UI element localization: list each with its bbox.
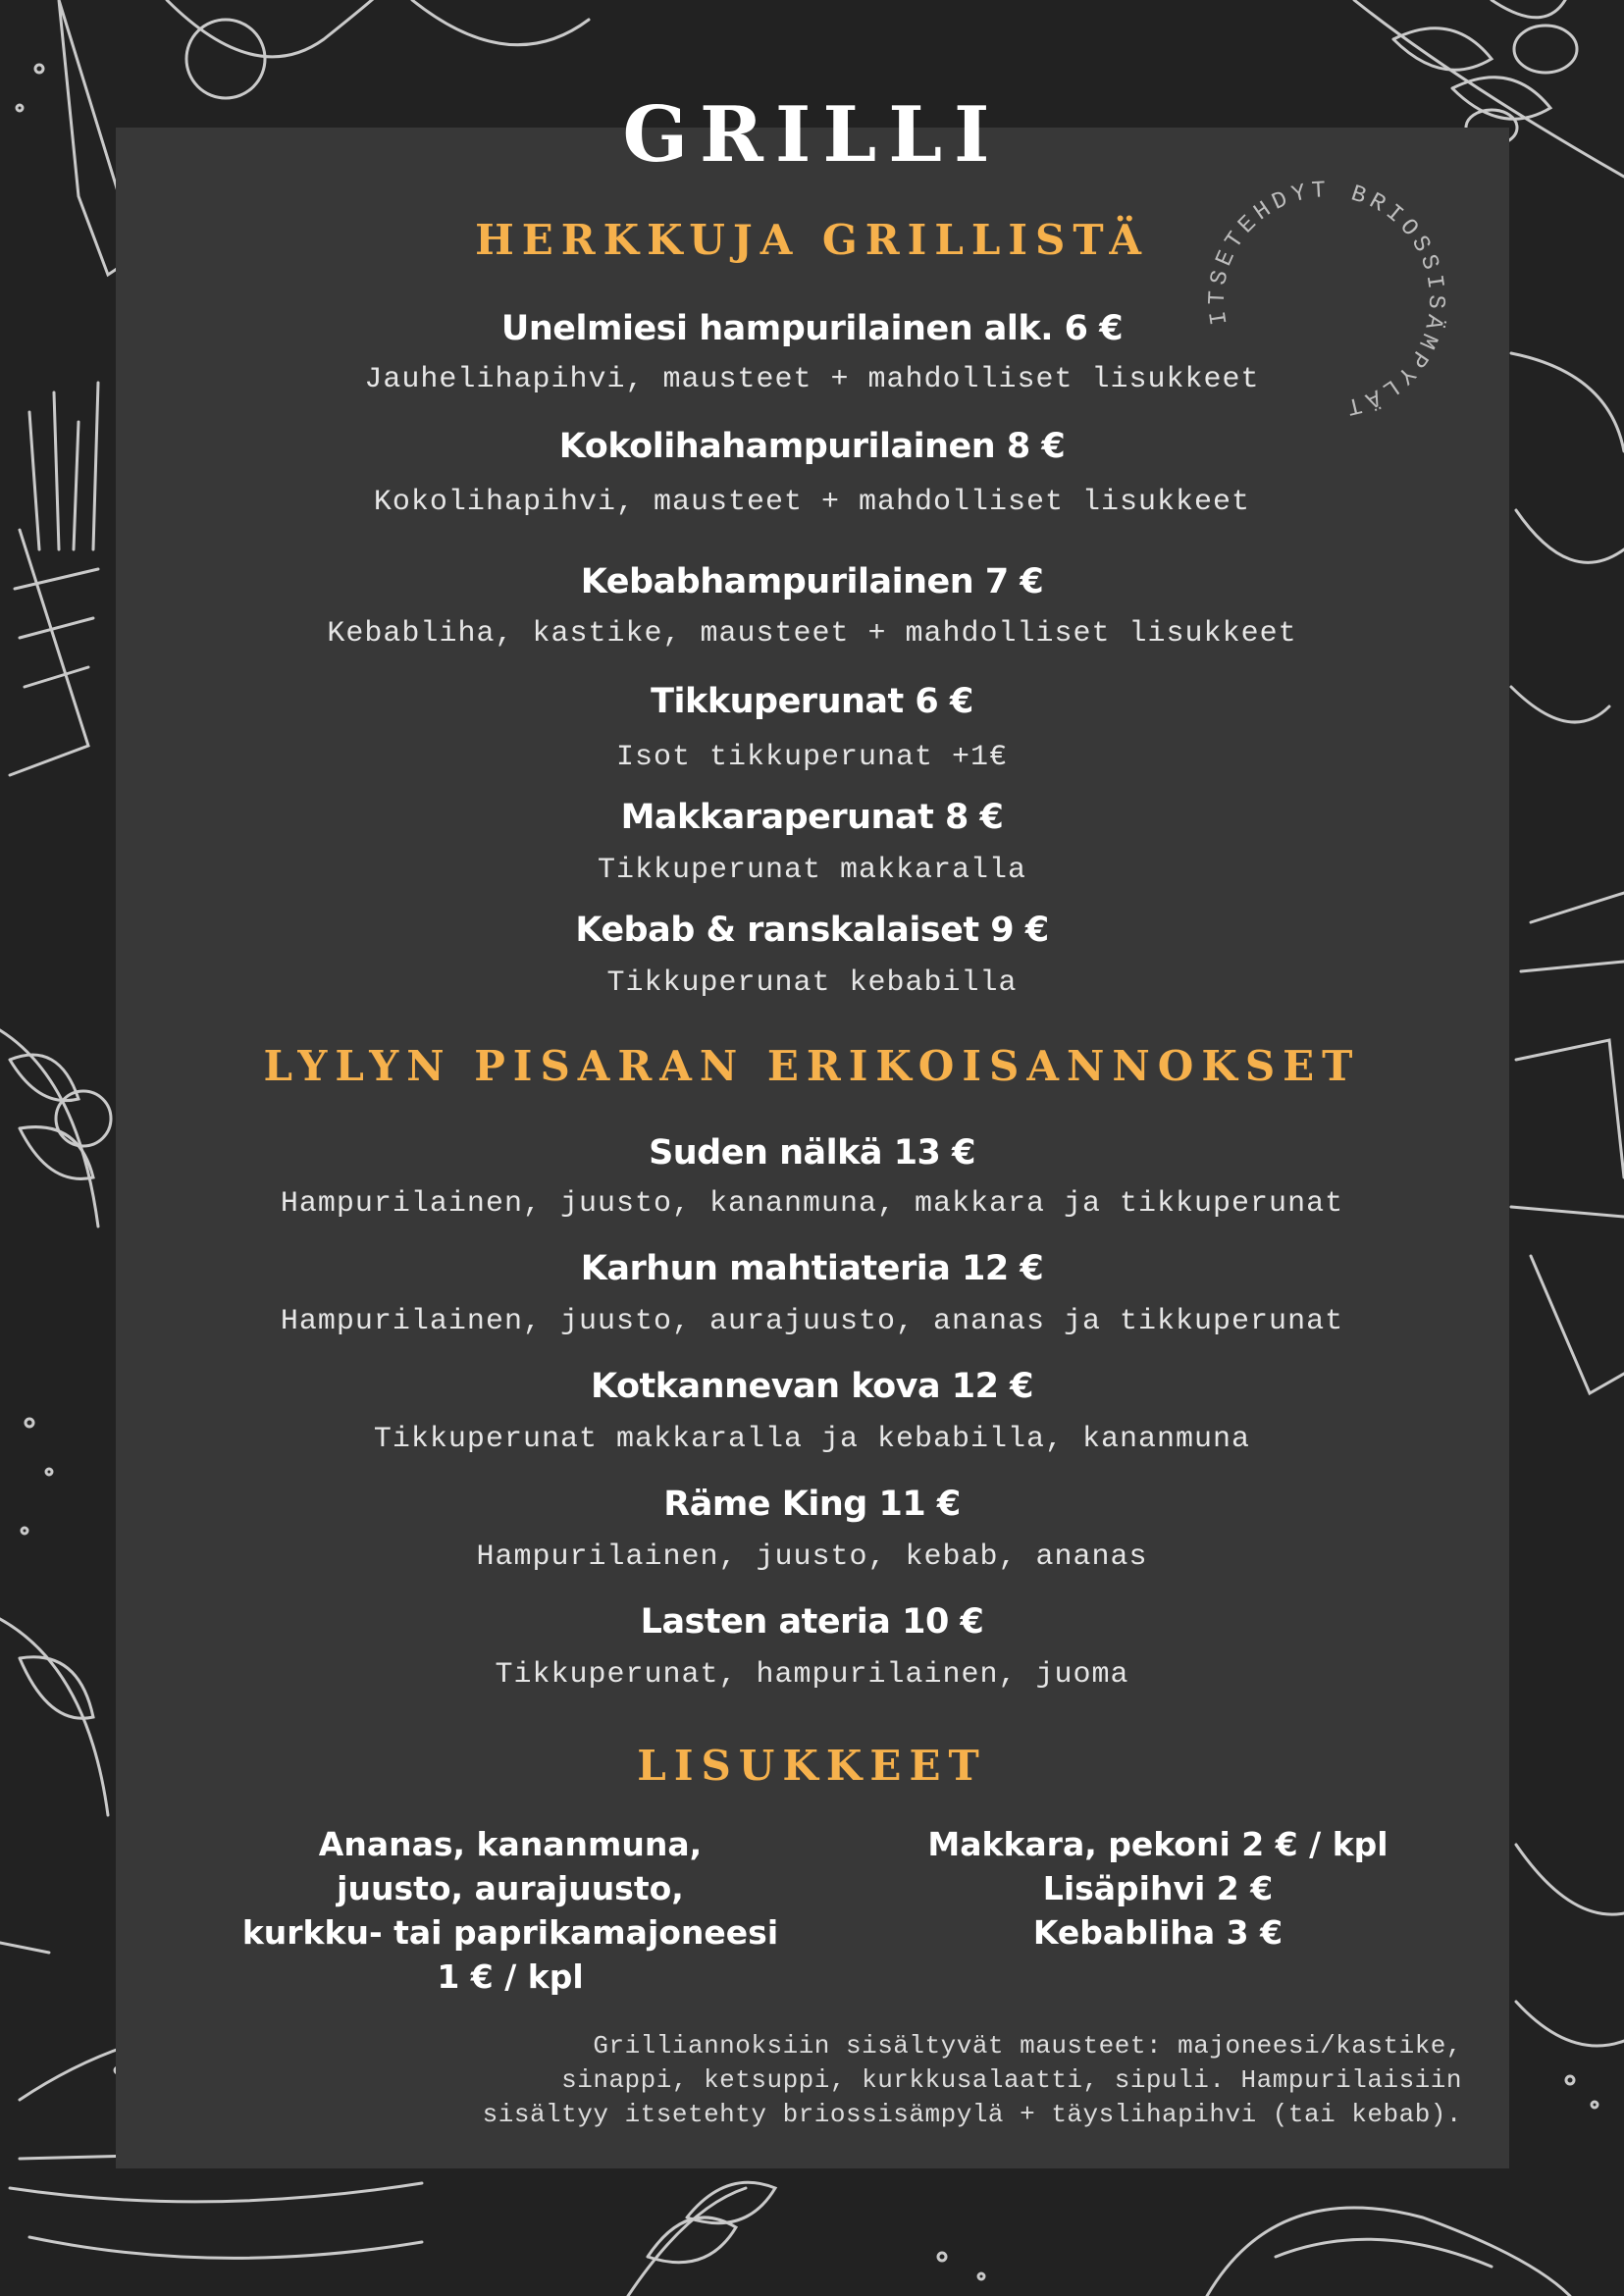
section-heading-specials: LYLYN PISARAN ERIKOISANNOKSET bbox=[263, 1042, 1361, 1090]
menu-item-name: Kokolihahampurilainen 8 € bbox=[558, 427, 1066, 466]
menu-item-desc: Tikkuperunat makkaralla bbox=[597, 854, 1027, 887]
menu-item-name: Unelmiesi hampurilainen alk. 6 € bbox=[500, 309, 1124, 348]
menu-item-desc: Jauhelihapihvi, mausteet + mahdolliset lisukkeet bbox=[364, 363, 1260, 396]
menu-title: GRILLI bbox=[622, 90, 1002, 180]
menu-item-desc: Tikkuperunat kebabilla bbox=[606, 966, 1018, 1000]
extras-left-column bbox=[196, 1822, 824, 1999]
extras-left-line: Ananas, kananmuna, bbox=[318, 1825, 703, 1863]
menu-item-name: Räme King 11 € bbox=[663, 1485, 961, 1524]
menu-item-desc: Tikkuperunat, hampurilainen, juoma bbox=[495, 1658, 1129, 1692]
menu-item-name: Kebabhampurilainen 7 € bbox=[580, 562, 1044, 601]
extras-right-line: Kebabliha 3 € bbox=[1032, 1913, 1283, 1952]
menu-item-desc: Kebabliha, kastike, mausteet + mahdolliset lisukkeet bbox=[327, 617, 1297, 651]
section-heading-grill: HERKKUJA GRILLISTÄ bbox=[475, 216, 1149, 264]
footnote-line: sisältyy itsetehty briossisämpylä + täyslihapihvi (tai kebab). bbox=[482, 2100, 1462, 2129]
extras-left-line: juusto, aurajuusto, bbox=[337, 1869, 684, 1907]
footnote-line: sinappi, ketsuppi, kurkkusalaatti, sipuli. Hampurilaisiin bbox=[561, 2065, 1462, 2095]
menu-item-desc: Hampurilainen, juusto, kananmuna, makkara ja tikkuperunat bbox=[280, 1187, 1344, 1221]
brioche-stamp bbox=[1178, 147, 1482, 451]
menu-item-name: Makkaraperunat 8 € bbox=[620, 798, 1004, 837]
menu-item-name: Kebab & ranskalaiset 9 € bbox=[575, 911, 1049, 950]
extras-right-line: Lisäpihvi 2 € bbox=[1042, 1869, 1274, 1907]
menu-item-name: Tikkuperunat 6 € bbox=[651, 682, 973, 721]
menu-item-desc: Hampurilainen, juusto, aurajuusto, ananas ja tikkuperunat bbox=[280, 1305, 1344, 1338]
extras-right-column bbox=[864, 1822, 1452, 1955]
stamp-text: ITSETEHDYT BRIOSSISÄMPYLÄT bbox=[1204, 177, 1449, 421]
menu-item-desc: Hampurilainen, juusto, kebab, ananas bbox=[476, 1540, 1148, 1574]
section-heading-extras: LISUKKEET bbox=[637, 1742, 987, 1790]
menu-item-desc: Isot tikkuperunat +1€ bbox=[615, 741, 1009, 774]
footnote-line: Grilliannoksiin sisältyvät mausteet: majoneesi/kastike, bbox=[593, 2031, 1462, 2061]
menu-item-desc: Kokolihapihvi, mausteet + mahdolliset lisukkeet bbox=[373, 486, 1251, 519]
menu-item-desc: Tikkuperunat makkaralla ja kebabilla, kananmuna bbox=[373, 1423, 1251, 1456]
extras-right-line: Makkara, pekoni 2 € / kpl bbox=[927, 1825, 1388, 1863]
footnote bbox=[483, 2029, 1462, 2132]
menu-item-name: Lasten ateria 10 € bbox=[640, 1602, 984, 1642]
menu-item-name: Kotkannevan kova 12 € bbox=[590, 1367, 1034, 1406]
menu-item-name: Karhun mahtiateria 12 € bbox=[580, 1249, 1044, 1288]
extras-left-line: 1 € / kpl bbox=[437, 1957, 584, 1996]
menu-item-name: Suden nälkä 13 € bbox=[649, 1133, 975, 1173]
extras-left-line: kurkku- tai paprikamajoneesi bbox=[241, 1913, 779, 1952]
